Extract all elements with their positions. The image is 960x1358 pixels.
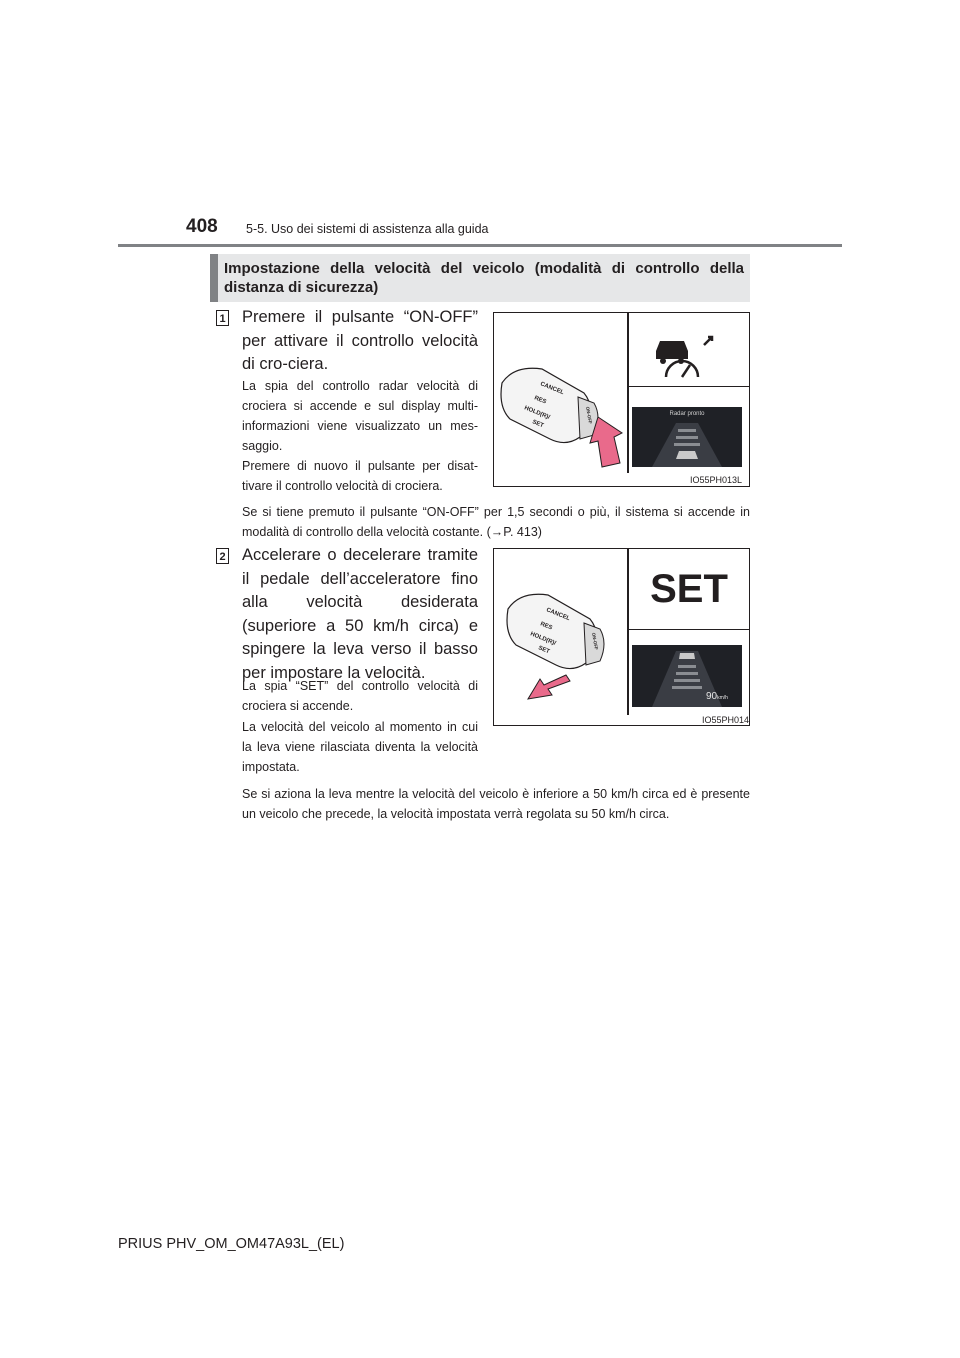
figure-1 (493, 312, 750, 487)
heading-accent-bar (210, 254, 218, 302)
lever-label-onoff: ON-OFF (591, 632, 599, 651)
figure-divider (627, 313, 629, 473)
radar-cruise-indicator-icon (654, 333, 724, 381)
lever-label-res: RES (533, 395, 547, 406)
display-message: Radar pronto (669, 411, 705, 417)
section-heading (210, 254, 750, 302)
step-2-instruction: Accelerare o decelerare tramite il pedale dell’acceleratore fino alla velocità desiderata (superiore a 50 km/h circa) e spingere la leva verso il basso per impostare la velocità. (242, 546, 478, 682)
step-1-note-1: La spia del controllo radar velocità di crociera si accende e sul display multi-informazioni viene visualizzato un mes-saggio. (242, 379, 478, 453)
lever-label-set: SET (531, 419, 545, 430)
speed-unit: km/h (717, 695, 728, 701)
lever-label-hold: HOLD(R)/ (523, 405, 551, 421)
display-speed (706, 691, 728, 702)
lever-label-set: SET (537, 645, 551, 656)
figure-code: IO55PH014 (702, 715, 750, 725)
lane-graphic (632, 419, 742, 467)
step-number-2: 2 (216, 548, 229, 564)
lever-label-res: RES (539, 621, 553, 632)
step-1-extra-note: Se si tiene premuto il pulsante “ON-OFF” per 1,5 secondi o più, il sistema si accende in modalità di controllo della velocità costante. (→P. 413) (242, 505, 750, 539)
lever-label-cancel: CANCEL (545, 607, 571, 623)
lever-label-onoff: ON-OFF (585, 406, 593, 425)
lever-label-cancel: CANCEL (539, 381, 565, 397)
header-rule (118, 244, 842, 247)
step-2-extra-note: Se si aziona la leva mentre la velocità del veicolo è inferiore a 50 km/h circa ed è presente un veicolo che precede, la velocità impostata verrà regolata su 50 km/h circa. (242, 787, 750, 821)
figure-hline (629, 386, 749, 387)
figure-2 (493, 548, 750, 726)
section-title: 5-5. Uso dei sistemi di assistenza alla guida (246, 222, 489, 236)
speed-value: 90 (706, 691, 718, 702)
cruise-lever-illustration (494, 549, 629, 725)
figure-code: IO55PH013L (690, 475, 743, 485)
cruise-lever-illustration (494, 313, 629, 486)
step-1-note-2: Premere di nuovo il pulsante per disat-tivare il controllo velocità di crociera. (242, 459, 478, 493)
page-number: 408 (186, 216, 218, 237)
lever-label-hold: HOLD(R)/ (529, 631, 557, 647)
multi-info-display (632, 407, 742, 467)
step-number-1: 1 (216, 310, 229, 326)
document-code-footer: PRIUS PHV_OM_OM47A93L_(EL) (118, 1236, 345, 1252)
figure-hline (629, 629, 749, 630)
heading-text: Impostazione della velocità del veicolo (modalità di controllo della distanza di sicurezza) (224, 260, 744, 296)
step-1-instruction: Premere il pulsante “ON-OFF” per attivare il controllo velocità di cro-ciera. (242, 308, 478, 373)
step-2-note-2: La velocità del veicolo al momento in cui la leva viene rilasciata diventa la velocità impostata. (242, 720, 478, 774)
push-down-arrow-icon (528, 675, 570, 699)
step-2-note-1: La spia “SET” del controllo velocità di crociera si accende. (242, 679, 478, 713)
set-indicator: SET (650, 567, 728, 611)
multi-info-display (632, 645, 742, 707)
